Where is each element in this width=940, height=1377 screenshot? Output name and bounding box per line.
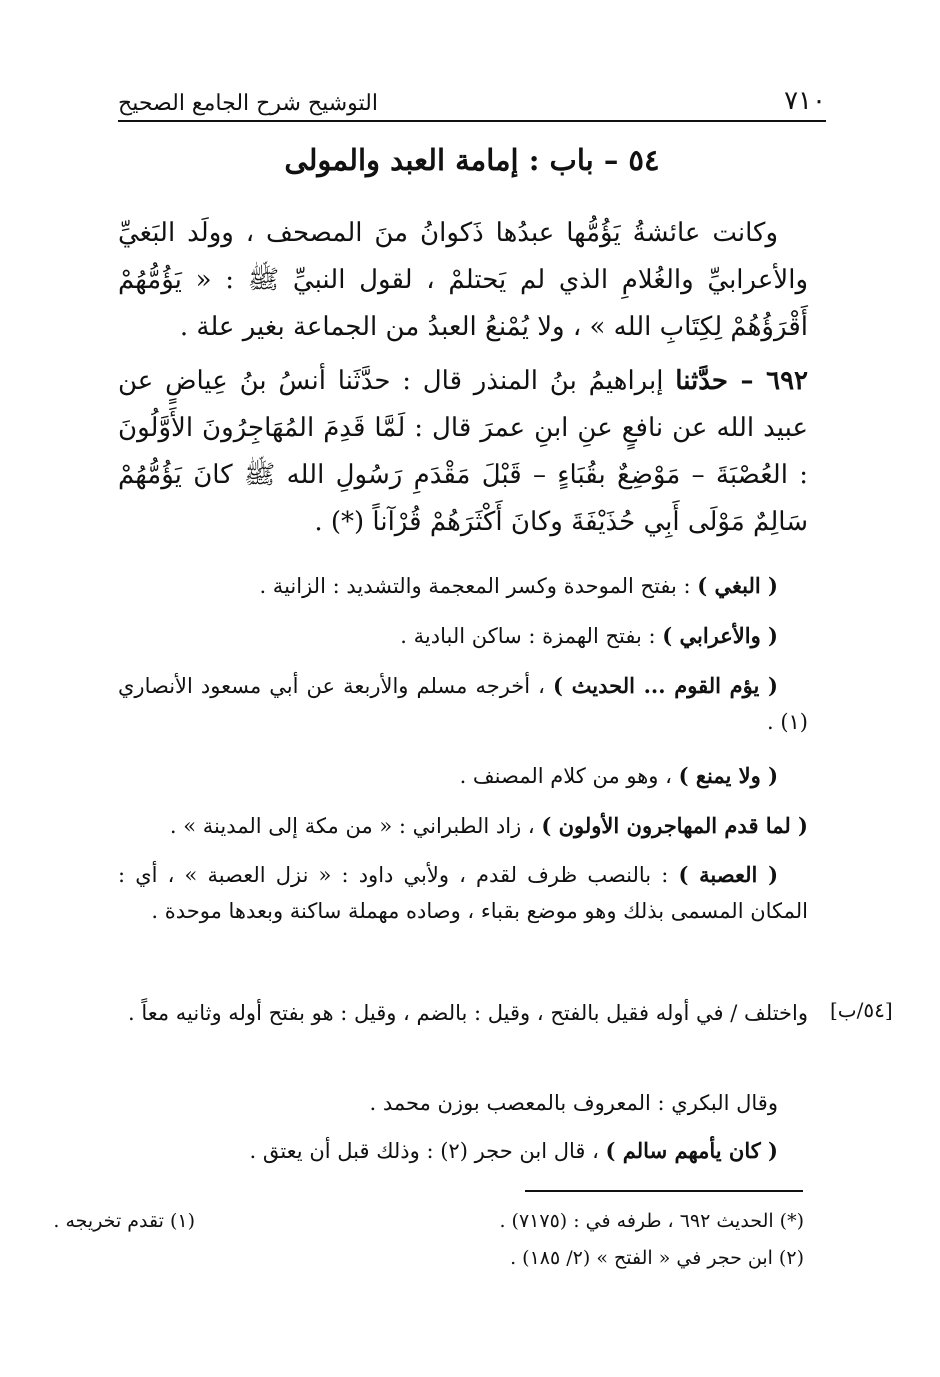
commentary-term: ( ولا يمنع ) (678, 763, 778, 788)
commentary-text: وقال البكري : المعروف بالمعصب بوزن محمد . (369, 1091, 778, 1115)
commentary-text: : بفتح الهمزة : ساكن البادية . (400, 624, 663, 648)
commentary-2 (118, 618, 808, 654)
commentary-3 (118, 668, 808, 740)
commentary-6 (118, 857, 808, 929)
chapter-title: ٥٤ – باب : إمامة العبد والمولى (284, 143, 660, 177)
hadith-number: ٦٩٢ – حدَّثنا (675, 366, 809, 396)
header-rule (118, 120, 826, 122)
commentary-4 (118, 758, 808, 794)
commentary-term: ( لما قدم المهاجرون الأولون ) (541, 813, 808, 838)
commentary-text: : بفتح الموحدة وكسر المعجمة والتشديد : الزانية . (259, 574, 698, 598)
commentary-text: واختلف / في أوله فقيل بالفتح ، وقيل : بالضم ، وقيل : هو بفتح أوله وثانيه معاً . (127, 1001, 808, 1025)
intro-text: وكانت عائشةُ يَؤُمُّها عبدُها ذَكوانُ منَ المصحف ، وولَد البَغيِّ والأعرابيِّ والغُلامِ الذي لم يَحتلمْ ، لقول النبيِّ ﷺ : « يَؤُمُّهُمْ أَقْرَؤُهُمْ لِكِتَابِ الله » ، ولا يُمْنعُ العبدُ من الجماعة بغير علة . (118, 218, 808, 342)
commentary-term: ( البغي ) (697, 573, 778, 598)
commentary-text: ، زاد الطبراني : « من مكة إلى المدينة » . (169, 814, 542, 838)
footnote-1: (١) تقدم تخريجه . (53, 1210, 195, 1232)
hadith-text: إبراهيمُ بنُ المنذر قال : حدَّثَنا أنسُ بنُ عِياضٍ عن عبيد الله عن نافعٍ عنِ ابنِ عمرَ قال : لَمَّا قَدِمَ المُهَاجِرُونَ الأَوَّلُونَ : العُصْبَةَ – مَوْضِعٌ بقُبَاءٍ – قَبْلَ مَقْدَمِ رَسُولِ الله ﷺ كانَ يَؤُمُّهُمْ سَالِمٌ مَوْلَى أَبِي حُذَيْفَةَ وكانَ أَكْثَرَهُمْ قُرْآناً (*) . (118, 366, 808, 537)
margin-folio-reference: [٥٤/ب] (830, 998, 893, 1022)
book-title: التوشيح شرح الجامع الصحيح (118, 91, 378, 116)
hadith-paragraph (118, 358, 808, 546)
commentary-text: ، أخرجه مسلم والأربعة عن أبي مسعود الأنصاري (١) . (118, 674, 808, 734)
commentary-text: ، قال ابن حجر (٢) : وذلك قبل أن يعتق . (249, 1139, 606, 1163)
footnote-2: (٢) ابن حجر في « الفتح » (٢/ ١٨٥) . (510, 1247, 804, 1269)
commentary-term: ( يؤم القوم ... الحديث ) (553, 673, 778, 698)
commentary-term: ( والأعرابي ) (662, 623, 778, 648)
commentary-term: ( العصبة ) (678, 862, 779, 887)
running-header (118, 82, 826, 116)
commentary-1 (118, 568, 808, 604)
commentary-9 (118, 1133, 808, 1169)
commentary-term: ( كان يأمهم سالم ) (605, 1138, 778, 1163)
intro-paragraph (118, 210, 808, 351)
page-number: ٧١٠ (784, 86, 826, 116)
commentary-text: ، وهو من كلام المصنف . (459, 764, 679, 788)
commentary-7 (118, 995, 808, 1031)
footnote-rule (525, 1190, 803, 1192)
commentary-8 (118, 1085, 808, 1121)
commentary-5 (118, 808, 808, 844)
footnote-star: (*) الحديث ٦٩٢ ، طرفه في : (٧١٧٥) . (499, 1210, 804, 1232)
commentary-text: : بالنصب ظرف لقدم ، ولأبي داود : « نزل العصبة » ، أي : المكان المسمى بذلك وهو موضع بقباء ، وصاده مهملة ساكنة وبعدها موحدة . (118, 863, 808, 923)
